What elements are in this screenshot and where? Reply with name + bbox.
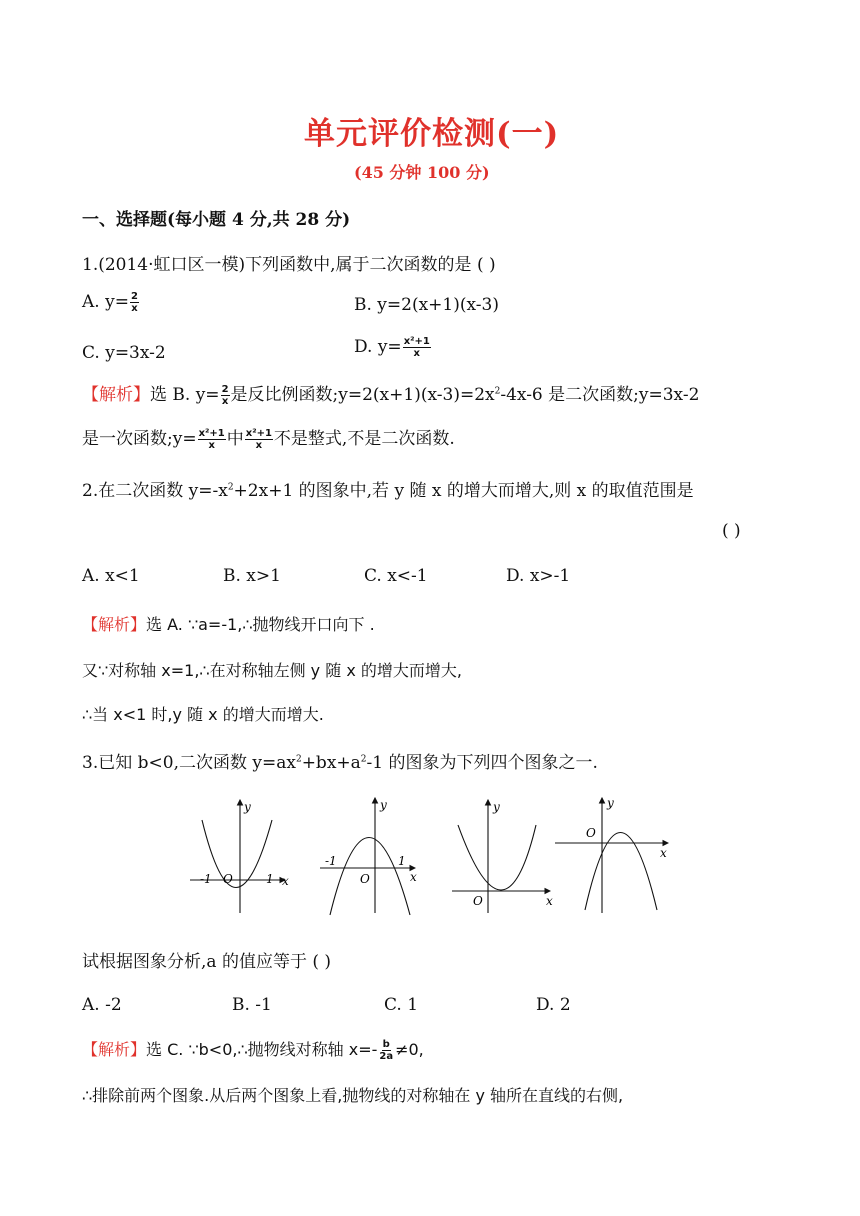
graph2-pos1-label: 1 xyxy=(398,854,406,868)
graph3-y-label: y xyxy=(493,800,500,814)
graph-3 xyxy=(452,800,550,913)
q2-option-b: B. x>1 xyxy=(223,566,281,586)
q2-stem: 2.在二次函数 $y=-x^2+2x+1$ 的图象中,若 y 随 x 的增大而增大,则 x 的取值范围是 xyxy=(82,481,694,501)
graph2-x-label: x xyxy=(410,870,417,884)
q3-option-c: C. 1 xyxy=(384,995,419,1015)
graph2-neg1-label: -1 xyxy=(325,854,337,868)
q2-option-d: D. x>-1 xyxy=(506,566,571,586)
graph2-y-label: y xyxy=(380,798,387,812)
q2-analysis-line3: ∴当 x<1 时,y 随 x 的增大而增大. xyxy=(82,705,324,724)
q3-prompt: 试根据图象分析,a 的值应等于 ( ) xyxy=(82,952,332,972)
q2-analysis-line1: 【解析】选 A. ∵a=-1,∴抛物线开口向下 . xyxy=(82,615,375,634)
q3-option-d: D. 2 xyxy=(536,995,571,1015)
fraction: $\frac{2}{x}$ xyxy=(130,291,138,314)
page-title: 单元评价检测(一) xyxy=(304,116,560,152)
q1-option-d: D. y= $\frac{\text{x²+1}}{x}$ xyxy=(354,336,430,359)
graph1-neg1-label: -1 xyxy=(200,872,212,886)
q3-analysis-line2: ∴排除前两个图象.从后两个图象上看,抛物线的对称轴在 y 轴所在直线的右侧, xyxy=(82,1086,624,1105)
graph1-origin-label: O xyxy=(223,872,233,886)
graph-4 xyxy=(555,798,668,913)
graph4-x-label: x xyxy=(660,846,667,860)
graph-1 xyxy=(190,800,285,913)
graph2-origin-label: O xyxy=(360,872,370,886)
q1-analysis-line1: 【解析】选 B. y= $\frac{2}{x}$ 是反比例函数$;y=2(x+1)(x-3)=2x^2-4x-6$ 是二次函数;y=3x-2 xyxy=(82,384,700,407)
q3-option-a: A. -2 xyxy=(82,995,122,1015)
graph1-y-label: y xyxy=(244,800,251,814)
analysis-tag: 【解析】 xyxy=(82,615,147,634)
q2-option-a: A. x<1 xyxy=(82,566,140,586)
q3-option-b: B. -1 xyxy=(232,995,272,1015)
fraction: $\frac{\text{x²+1}}{x}$ xyxy=(245,428,272,451)
q1-option-a: A. y= $\frac{2}{x}$ xyxy=(82,291,138,314)
q3-stem: 3.已知 b<0,二次函数 $y=ax^2+bx+a^2-1$ 的图象为下列四个图象之一. xyxy=(82,753,598,773)
q1-option-b: B. y=2(x+1)(x-3) xyxy=(354,295,499,315)
parabola-graphs xyxy=(190,795,680,925)
analysis-tag: 【解析】 xyxy=(82,1040,147,1059)
graph3-x-label: x xyxy=(546,894,553,908)
fraction: $\frac{\text{x²+1}}{x}$ xyxy=(403,336,430,359)
q3-analysis-line1: 【解析】选 C. ∵b<0,∴抛物线对称轴 x=- $\frac{b}{2a}$ ≠0, xyxy=(82,1039,424,1062)
q1-analysis-line2: 是一次函数;y= $\frac{\text{x²+1}}{x}$ 中 $\frac{\text{x²+1}}{x}$ 不是整式,不是二次函数. xyxy=(82,428,455,451)
graph4-y-label: y xyxy=(607,796,614,810)
q2-answer-paren: ( ) xyxy=(722,521,741,541)
q1-option-c: C. y=3x-2 xyxy=(82,343,166,363)
section-heading: 一、选择题(每小题 4 分,共 28 分) xyxy=(82,210,351,230)
q1-stem: 1.(2014·虹口区一模)下列函数中,属于二次函数的是 ( ) xyxy=(82,255,496,275)
q2-analysis-line2: 又∵对称轴 x=1,∴在对称轴左侧 y 随 x 的增大而增大, xyxy=(82,661,462,680)
graph3-origin-label: O xyxy=(473,894,483,908)
fraction: $\frac{b}{2a}$ xyxy=(379,1039,394,1062)
fraction: $\frac{\text{x²+1}}{x}$ xyxy=(198,428,225,451)
q2-option-c: C. x<-1 xyxy=(364,566,428,586)
graph1-pos1-label: 1 xyxy=(266,872,274,886)
analysis-tag: 【解析】 xyxy=(82,385,150,405)
graph1-x-label: x xyxy=(282,874,289,888)
fraction: $\frac{2}{x}$ xyxy=(221,384,229,407)
graph4-origin-label: O xyxy=(586,826,596,840)
page-subtitle: (45 分钟 100 分) xyxy=(354,163,490,182)
